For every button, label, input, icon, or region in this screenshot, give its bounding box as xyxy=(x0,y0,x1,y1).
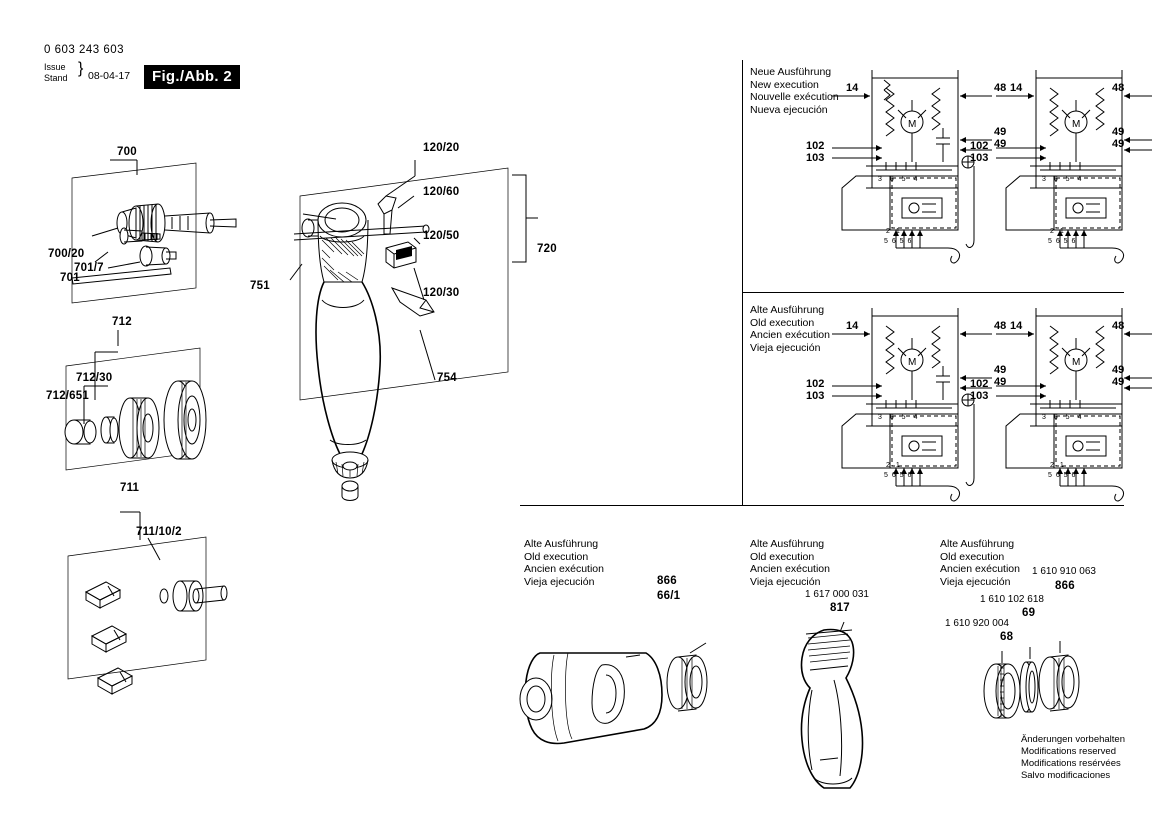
callout-1610102618: 1 610 102 618 xyxy=(980,594,1044,605)
wiring2-label-14: 14 xyxy=(1010,82,1023,94)
callout-68: 68 xyxy=(1000,631,1014,643)
wiring1-pins-top: 2 1 xyxy=(886,228,902,235)
callout-751: 751 xyxy=(250,280,270,292)
callout-120-50: 120/50 xyxy=(423,230,460,242)
callout-866-bottomleft: 866 xyxy=(657,575,677,587)
wiring2-label-102: 102 xyxy=(970,140,989,152)
wiring2-label-48: 48 xyxy=(1112,82,1125,94)
wiring4-label-49a: 49 xyxy=(1112,364,1125,376)
wiring4-label-103: 103 xyxy=(970,390,989,402)
wiring2-terminals: 3 6 5 4 xyxy=(1042,176,1085,183)
callout-1610910063: 1 610 910 063 xyxy=(1032,566,1096,577)
wiring4-label-48: 48 xyxy=(1112,320,1125,332)
wiring1-label-102: 102 xyxy=(806,140,825,152)
wiring2-label-103: 103 xyxy=(970,152,989,164)
exec-block-old-1: Alte Ausführung Old execution Ancien exécution Vieja ejecución xyxy=(750,304,830,354)
svg-text:M: M xyxy=(908,357,917,368)
callout-66-1: 66/1 xyxy=(657,590,681,602)
callout-712-651: 712/651 xyxy=(46,390,89,402)
callout-754: 754 xyxy=(437,372,457,384)
callout-1610920004: 1 610 920 004 xyxy=(945,618,1009,629)
exec-block-old-3: Alte Ausführung Old execution Ancien exécution Vieja ejecución xyxy=(750,538,830,588)
wiring1-label-14: 14 xyxy=(846,82,859,94)
figure-badge: Fig./Abb. 2 xyxy=(144,65,240,89)
wiring1-terminals: 3 6 5 4 xyxy=(878,176,921,183)
wiring3-label-14: 14 xyxy=(846,320,859,332)
wiring3-terminals: 3 6 5 4 xyxy=(878,414,921,421)
callout-120-60: 120/60 xyxy=(423,186,460,198)
wiring1-label-49a: 49 xyxy=(994,126,1007,138)
svg-text:M: M xyxy=(908,119,917,130)
wiring3-label-103: 103 xyxy=(806,390,825,402)
wiring2-label-49a: 49 xyxy=(1112,126,1125,138)
callout-700-20: 700/20 xyxy=(48,248,85,260)
wiring3-pins-bottom: 5 6 5 6 xyxy=(884,472,913,479)
wiring2-pins-bottom: 5 6 5 6 xyxy=(1048,238,1077,245)
callout-712: 712 xyxy=(112,316,132,328)
wiring2-pins-top: 2 1 xyxy=(1050,228,1066,235)
callout-720: 720 xyxy=(537,243,557,255)
wiring3-label-49a: 49 xyxy=(994,364,1007,376)
wiring2-label-49b: 49 xyxy=(1112,138,1125,150)
brace-glyph: } xyxy=(78,60,84,77)
callout-69: 69 xyxy=(1022,607,1036,619)
part-number: 0 603 243 603 xyxy=(44,44,125,56)
svg-text:M: M xyxy=(1072,119,1081,130)
exec-block-old-4: Alte Ausführung Old execution Ancien exécution Vieja ejecución xyxy=(940,538,1020,588)
exec-block-new-1: Neue Ausführung New execution Nouvelle exécution Nueva ejecución xyxy=(750,66,839,116)
wiring4-label-49b: 49 xyxy=(1112,376,1125,388)
wiring4-pins-bottom: 5 6 5 6 xyxy=(1048,472,1077,479)
callout-711-10-2: 711/10/2 xyxy=(136,526,182,538)
callout-817: 817 xyxy=(830,602,850,614)
stand-label: Stand xyxy=(44,73,68,83)
wiring3-pins-top: 2 1 xyxy=(886,462,902,469)
issue-label: Issue xyxy=(44,62,66,72)
footer-disclaimer: Änderungen vorbehalten Modifications reserved Modifications resérvées Salvo modificaciones xyxy=(1020,734,1125,781)
wiring1-label-49b: 49 xyxy=(994,138,1007,150)
exec-block-old-2: Alte Ausführung Old execution Ancien exécution Vieja ejecución xyxy=(524,538,604,588)
wiring1-pins-bottom: 5 6 5 6 xyxy=(884,238,913,245)
wiring4-label-14: 14 xyxy=(1010,320,1023,332)
wiring3-label-49b: 49 xyxy=(994,376,1007,388)
callout-1617000031: 1 617 000 031 xyxy=(805,589,869,600)
wiring3-label-48: 48 xyxy=(994,320,1007,332)
issue-date: 08-04-17 xyxy=(88,70,131,82)
callout-711: 711 xyxy=(120,482,140,494)
wiring4-pins-top: 2 1 xyxy=(1050,462,1066,469)
callout-701-7: 701/7 xyxy=(74,262,104,274)
callout-866-bottomright: 866 xyxy=(1055,580,1075,592)
wiring4-terminals: 3 6 5 4 xyxy=(1042,414,1085,421)
svg-text:M: M xyxy=(1072,357,1081,368)
wiring1-label-48: 48 xyxy=(994,82,1007,94)
wiring4-label-102: 102 xyxy=(970,378,989,390)
callout-701: 701 xyxy=(60,272,80,284)
wiring3-label-102: 102 xyxy=(806,378,825,390)
wiring1-label-103: 103 xyxy=(806,152,825,164)
callout-120-20: 120/20 xyxy=(423,142,460,154)
callout-700: 700 xyxy=(117,146,137,158)
callout-120-30: 120/30 xyxy=(423,287,460,299)
callout-712-30: 712/30 xyxy=(76,372,113,384)
